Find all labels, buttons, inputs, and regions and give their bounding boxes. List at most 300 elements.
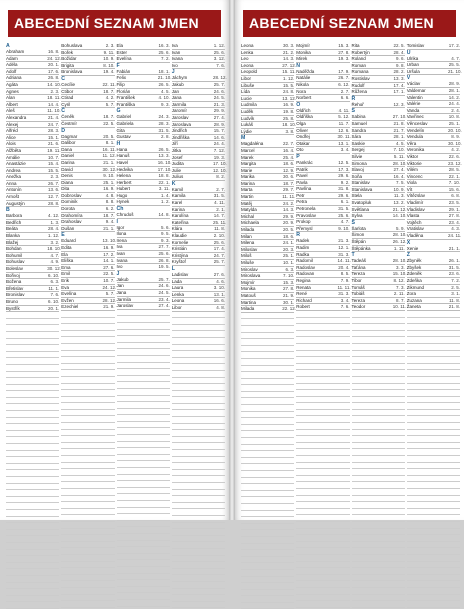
ruled-line [172, 397, 225, 404]
name-entry [61, 69, 114, 76]
entry-name: Abraham [6, 49, 25, 54]
name-entry [117, 186, 170, 193]
entry-date: 4. 11. [214, 200, 225, 206]
entry-date: 18. 10. [282, 122, 297, 128]
entry-name: Lada [171, 278, 182, 284]
entry-date: 16. 9. [282, 102, 295, 108]
entry-date: 2. 7. [340, 88, 350, 94]
ruled-line [61, 410, 114, 417]
ruled-line [117, 593, 170, 600]
entry-name: Vratislav [406, 226, 424, 232]
name-entry [296, 304, 349, 311]
entry-name: Sabina [351, 114, 366, 120]
entry-name: Veronika [406, 147, 425, 153]
name-entry [241, 56, 294, 63]
name-entry [117, 173, 170, 180]
ruled-line [6, 339, 59, 346]
name-entry [241, 280, 294, 287]
entry-name: Renata [296, 284, 311, 290]
ruled-line [117, 567, 170, 574]
entry-name: Rita [351, 43, 360, 48]
entry-date: 7. 12. [213, 147, 225, 153]
entry-date: 9. 2. [340, 179, 350, 185]
ruled-line [241, 471, 294, 478]
entry-name: Iva [116, 244, 123, 250]
entry-name: Jiří [171, 141, 178, 147]
ruled-line [296, 476, 349, 483]
entry-date: 7. 6. [340, 304, 350, 310]
ruled-line [407, 324, 460, 331]
entry-date: 9. 11. [103, 49, 115, 55]
ruled-line [296, 575, 349, 582]
name-entry [6, 128, 59, 135]
ruled-line [117, 560, 170, 567]
ruled-line [61, 555, 114, 562]
name-entry [241, 286, 294, 293]
name-entry [241, 207, 294, 214]
name-entry [61, 252, 114, 259]
name-entry [296, 95, 349, 102]
name-entry [117, 134, 170, 141]
ruled-line [117, 580, 170, 587]
entry-name: Taťána [351, 264, 366, 270]
ruled-line [296, 555, 349, 562]
entry-name: Ludvík [241, 115, 255, 121]
entry-name: Zbyněk [406, 258, 422, 264]
ruled-line [296, 377, 349, 384]
entry-name: Ivana [171, 56, 183, 62]
entry-name: Jakub [116, 276, 129, 282]
entry-date: 5. 12. [338, 114, 350, 120]
ruled-line [352, 575, 405, 582]
ruled-line [241, 418, 294, 425]
name-entry [6, 213, 59, 220]
entry-name: Alžběta [6, 147, 22, 153]
entry-date: 25. 5. [448, 62, 460, 68]
ruled-line [352, 390, 405, 397]
ruled-line [352, 522, 405, 529]
entry-name: Laura [171, 285, 184, 291]
entry-date: 24. 8. [282, 89, 295, 95]
entry-date: 25. 7. [158, 276, 170, 282]
entry-name: Xenie [406, 245, 419, 251]
entry-name: Saskie [351, 140, 366, 146]
entry-date: 17. 2. [103, 251, 115, 257]
entry-date: 12. 5. [338, 159, 350, 165]
ruled-line [61, 502, 114, 509]
ruled-line [241, 352, 294, 359]
entry-date: 6. 10. [47, 272, 60, 278]
name-entry [117, 114, 170, 121]
name-entry [407, 69, 460, 76]
entry-name: Matylda [241, 207, 257, 213]
entry-date: 8. 5. [340, 271, 350, 277]
entry-name: Bořivoj [6, 272, 20, 278]
name-entry [407, 154, 460, 161]
name-entry [172, 122, 225, 129]
entry-date: 3. 8. [285, 128, 295, 134]
name-entry [61, 82, 114, 89]
ruled-line [241, 563, 294, 570]
name-entry [241, 43, 294, 50]
entry-name: Bohuslava [61, 43, 83, 48]
entry-name: Monika [296, 49, 311, 55]
ruled-line [352, 555, 405, 562]
ruled-line [296, 344, 349, 351]
ruled-line [172, 358, 225, 365]
entry-name: Marika [241, 174, 255, 180]
entry-date: 12. 1. [338, 245, 350, 251]
name-entry [407, 207, 460, 214]
entry-date: 29. 7. [282, 187, 295, 193]
entry-date: 27. 6. [103, 264, 115, 270]
entry-date: 31. 3. [338, 291, 350, 297]
name-entry [407, 101, 460, 108]
ruled-line [296, 370, 349, 377]
name-entry [296, 199, 349, 206]
section-letter: U [406, 49, 411, 56]
entry-date: 13. 3. [393, 75, 405, 81]
name-entry [117, 244, 170, 251]
entry-name: Radka [296, 251, 310, 257]
entry-name: Libor [171, 304, 182, 310]
entry-name: Alfréd [6, 128, 18, 134]
entry-name: Štěpán [351, 239, 366, 245]
ruled-line [241, 313, 294, 320]
entry-date: 30. 12. [102, 166, 117, 172]
ruled-line [352, 351, 405, 358]
entry-date: 30. 3. [282, 43, 295, 48]
name-entry [407, 187, 460, 194]
entry-date: 24. 5. [213, 95, 225, 101]
name-entry [241, 267, 294, 274]
entry-name: Evžen [61, 297, 74, 303]
ruled-line [117, 455, 170, 462]
ruled-line [407, 496, 460, 503]
name-entry [296, 271, 349, 278]
name-entry [407, 246, 460, 253]
name-column [407, 43, 460, 609]
name-entry [241, 220, 294, 227]
name-entry [241, 83, 294, 90]
entry-date: 11. 1. [48, 285, 60, 291]
section-letter: O [296, 101, 301, 108]
ruled-line [407, 522, 460, 529]
ruled-line [61, 509, 114, 516]
entry-name: Žaneta [406, 304, 421, 310]
name-entry [241, 161, 294, 168]
ruled-line [117, 521, 170, 528]
entry-date: 31. 5. [448, 264, 460, 270]
ruled-line [117, 442, 170, 449]
entry-date: 26. 12. [392, 239, 407, 245]
name-entry [241, 234, 294, 241]
entry-name: Eva [61, 284, 70, 290]
ruled-line [172, 410, 225, 417]
name-entry [241, 168, 294, 175]
entry-name: Mirek [296, 56, 308, 62]
ruled-line [117, 547, 170, 554]
name-entry [241, 50, 294, 57]
entry-date: 7. 10. [393, 147, 405, 153]
entry-date: 19. 4. [103, 69, 115, 75]
entry-date: 18. 6. [282, 233, 295, 239]
entry-name: Vladimír [406, 200, 424, 206]
entry-name: Lenka [241, 49, 254, 55]
ruled-line [296, 410, 349, 417]
entry-date: 19. 11. [47, 147, 61, 153]
name-entry [172, 56, 225, 63]
ruled-line [407, 318, 460, 325]
entry-name: Ondřej [296, 134, 310, 140]
name-entry [407, 258, 460, 265]
entry-date: 15. 5. [282, 82, 295, 88]
ruled-line [241, 596, 294, 603]
entry-date: 30. 10. [448, 140, 462, 146]
ruled-line [117, 316, 170, 323]
name-entry [407, 128, 460, 135]
entry-date: 13. 1. [213, 291, 225, 297]
entry-date: 26. 5. [158, 146, 170, 152]
entry-name: Pavel [296, 173, 308, 179]
name-entry [352, 278, 405, 285]
entry-name: Miroslava [241, 273, 261, 279]
entry-name: Zdeňka [406, 278, 422, 283]
ruled-line [407, 390, 460, 397]
ruled-line [172, 496, 225, 503]
name-entry [117, 153, 170, 160]
name-entry [352, 147, 405, 154]
name-column [117, 43, 170, 609]
ruled-line [296, 601, 349, 608]
entry-name: Přemysl [296, 225, 313, 231]
name-entry [296, 265, 349, 272]
entry-date: 9. 10. [338, 225, 350, 231]
ruled-line [296, 562, 349, 569]
ruled-line [352, 476, 405, 483]
name-entry [117, 290, 170, 297]
entry-date: 29. 6. [338, 192, 350, 198]
entry-date: 14. 2. [448, 94, 460, 100]
entry-date: 28. 1. [393, 134, 405, 140]
entry-date: 28. 12. [213, 75, 227, 81]
name-entry [6, 122, 59, 129]
entry-name: Břetislav [6, 285, 24, 291]
entry-date: 1. 12. [47, 233, 60, 239]
name-entry [241, 141, 294, 148]
entry-date: 14. 11. [337, 258, 351, 264]
name-entry [61, 199, 114, 206]
entry-name: Kristián [171, 246, 187, 252]
ruled-line [6, 378, 59, 385]
ruled-line [172, 529, 225, 536]
entry-name: Daniel [61, 153, 75, 159]
entry-name: Ivan [171, 49, 181, 55]
ruled-line [241, 405, 294, 412]
entry-name: Igor [116, 224, 125, 230]
entry-date: 17. 4. [393, 82, 405, 88]
ruled-line [61, 397, 114, 404]
name-entry [61, 50, 114, 57]
entry-date: 4. 7. [451, 55, 460, 61]
ruled-line [352, 311, 405, 318]
name-entry [407, 167, 460, 174]
entry-name: Regina [296, 278, 311, 283]
entry-name: Jan [171, 88, 180, 94]
ruled-line [407, 489, 460, 496]
entry-date: 24. 7. [213, 252, 225, 258]
entry-name: Soňa [351, 173, 363, 179]
ruled-line [296, 318, 349, 325]
name-entry [296, 141, 349, 148]
ruled-line [407, 337, 460, 344]
entry-date: 17. 3. [338, 166, 350, 172]
entry-date: 26. 8. [47, 75, 60, 81]
ruled-line [61, 482, 114, 489]
entry-date: 3. 12. [213, 56, 225, 62]
ruled-line [407, 469, 460, 476]
ruled-line [296, 489, 349, 496]
entry-name: Felix [116, 75, 127, 81]
entry-date: 11. 11. [282, 194, 296, 200]
entry-date: 3. 11. [158, 186, 170, 192]
entry-name: Řehoř [351, 101, 364, 107]
name-entry [352, 102, 405, 109]
name-entry [407, 226, 460, 233]
ruled-line [117, 574, 170, 581]
ruled-line [6, 352, 59, 359]
section-letter: I [116, 218, 118, 225]
entry-date: 16. 11. [102, 146, 116, 152]
entry-name: Božidar [61, 56, 77, 62]
entry-name: Karina [171, 206, 185, 212]
ruled-line [61, 595, 114, 602]
name-entry [6, 115, 59, 122]
entry-name: Jaromír [171, 108, 188, 114]
entry-date: 6. 12. [338, 81, 350, 87]
entry-date: 16. 4. [393, 173, 405, 179]
ruled-line [61, 344, 114, 351]
entry-date: 26. 5. [158, 81, 170, 87]
entry-name: Judita [171, 161, 184, 167]
entry-name: Zbyšek [406, 264, 422, 270]
ruled-line [352, 423, 405, 430]
name-entry [61, 173, 114, 180]
name-entry [352, 63, 405, 70]
name-entry [172, 141, 225, 148]
ruled-line [407, 403, 460, 410]
name-entry [407, 121, 460, 128]
entry-name: Naděžda [296, 68, 315, 74]
entry-name: Blanka [6, 233, 20, 239]
entry-date: 9. 10. [103, 173, 115, 179]
ruled-line [61, 351, 114, 358]
entry-name: Aleš [6, 108, 15, 114]
name-entry [352, 128, 405, 135]
entry-name: Jana [171, 95, 182, 101]
name-entry [352, 258, 405, 265]
name-entry [352, 76, 405, 83]
ruled-line [172, 602, 225, 609]
section-letter: Ř [351, 95, 356, 102]
ruled-line [296, 430, 349, 437]
entry-name: Alice [6, 134, 16, 140]
entry-name: František [116, 95, 136, 101]
ruled-line [117, 428, 170, 435]
ruled-line [241, 577, 294, 584]
ruled-line [61, 601, 114, 608]
entry-date: 21. 8. [448, 304, 460, 310]
entry-name: Patrik [296, 166, 308, 172]
ruled-line [352, 595, 405, 602]
entry-date: 21. 3. [213, 101, 225, 107]
ruled-line [117, 541, 170, 548]
entry-date: 22. 12. [282, 306, 297, 312]
name-entry [172, 50, 225, 57]
entry-name: Ilona [116, 231, 127, 237]
section-letter: D [61, 127, 65, 134]
ruled-line [352, 535, 405, 542]
name-entry [296, 89, 349, 96]
entry-name: Roman [351, 62, 367, 68]
ruled-line [407, 331, 460, 338]
name-entry [352, 304, 405, 311]
ruled-line [352, 410, 405, 417]
name-entry [117, 199, 170, 206]
entry-name: Matěj [241, 200, 253, 206]
entry-date: 14. 10. [392, 213, 407, 219]
entry-name: Evelína [116, 56, 132, 62]
name-entry [352, 50, 405, 57]
entry-name: Rudolf [351, 82, 365, 88]
entry-name: Anna [6, 180, 17, 186]
entry-name: Marta [241, 187, 253, 193]
entry-date: 4. 6. [216, 278, 225, 284]
ruled-line [296, 522, 349, 529]
entry-name: Oldřiška [296, 114, 313, 120]
entry-name: Ivo [171, 62, 178, 68]
entry-date: 14. 1. [103, 258, 115, 264]
ruled-line [407, 509, 460, 516]
name-entry [407, 108, 460, 115]
entry-name: Silvie [351, 153, 363, 159]
name-entry [296, 193, 349, 200]
entry-name: Gita [116, 127, 125, 133]
ruled-line [117, 527, 170, 534]
entry-name: Magdaléna [241, 141, 264, 147]
entry-name: Jana [116, 290, 127, 295]
ruled-line [296, 469, 349, 476]
name-entry [296, 245, 349, 252]
entry-date: 19. 3. [213, 154, 225, 160]
entry-name: Herbert [116, 179, 132, 185]
entry-date: 16. 9. [103, 245, 115, 251]
ruled-line [352, 344, 405, 351]
entry-date: 22. 5. [393, 43, 405, 48]
name-entry [6, 95, 59, 102]
name-entry [6, 226, 59, 233]
ruled-line [407, 384, 460, 391]
ruled-line [6, 517, 59, 524]
ruled-line [61, 364, 114, 371]
entry-date: 4. 8. [105, 192, 115, 198]
entry-name: Tomislav [406, 43, 425, 48]
ruled-line [61, 469, 114, 476]
name-entry [6, 181, 59, 188]
entry-name: Gabriel [116, 114, 132, 120]
entry-date: 15. 6. [448, 186, 460, 192]
entry-name: Jaroslav [171, 114, 189, 120]
